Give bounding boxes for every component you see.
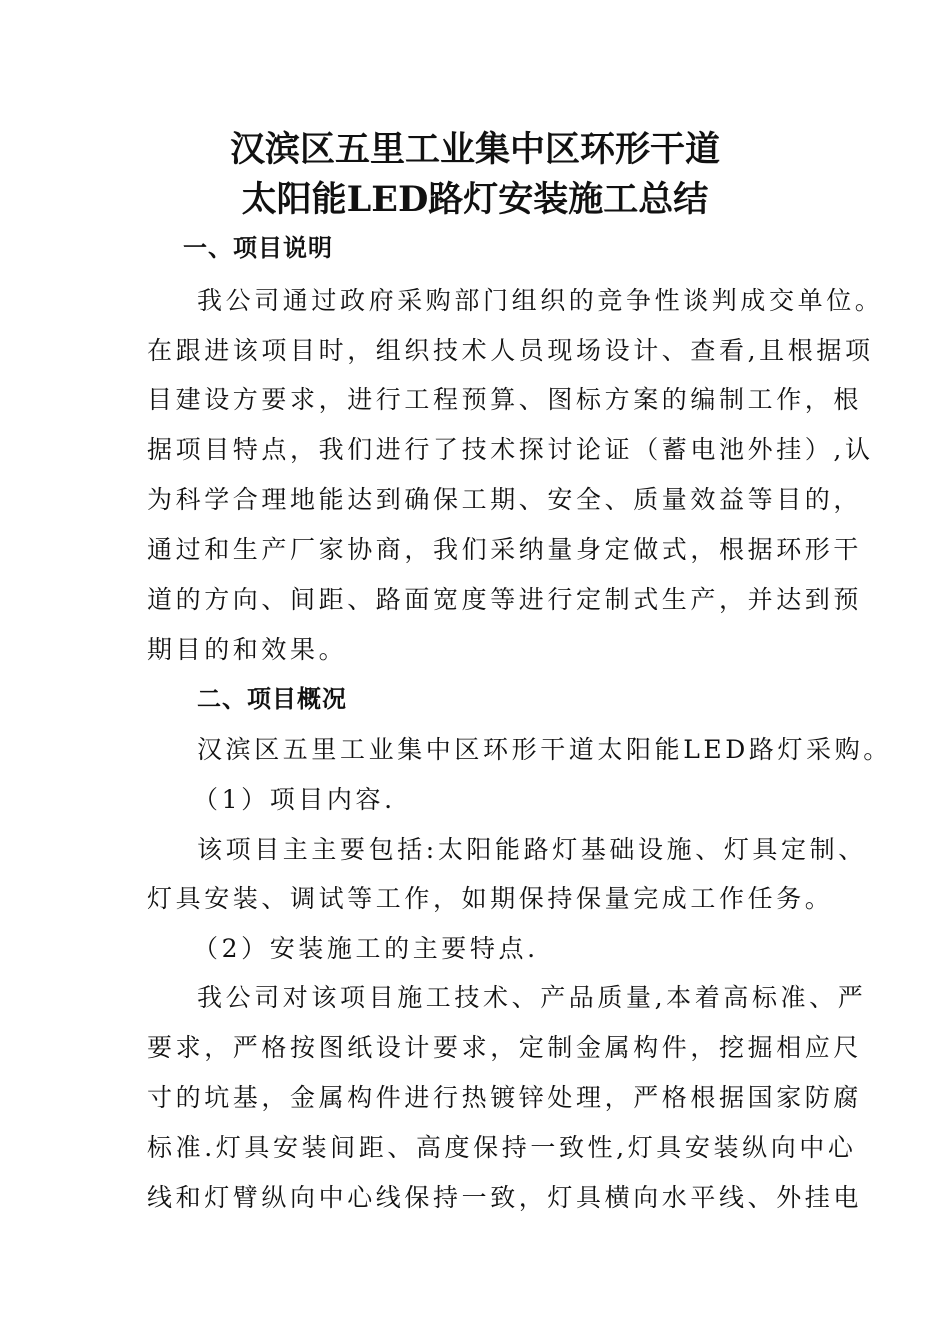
paragraph-line: 灯具安装、调试等工作，如期保持保量完成工作任务。	[147, 884, 834, 913]
paragraph-line: 目建设方要求，进行工程预算、图标方案的编制工作，根	[147, 385, 863, 414]
paragraph-line: 线和灯臂纵向中心线保持一致，灯具横向水平线、外挂电	[147, 1183, 863, 1212]
paragraph-line: 标准.灯具安装间距、高度保持一致性,灯具安装纵向中心	[147, 1133, 857, 1162]
document-title-line-2: 太阳能LED路灯安装施工总结	[241, 179, 709, 220]
paragraph-line: 据项目特点，我们进行了技术探讨论证（蓄电池外挂）,认	[147, 435, 874, 464]
paragraph-line: 寸的坑基，金属构件进行热镀锌处理，严格根据国家防腐	[147, 1083, 863, 1112]
paragraph-line: 要求，严格按图纸设计要求，定制金属构件，挖掘相应尺	[147, 1033, 863, 1062]
paragraph-line: 道的方向、间距、路面宽度等进行定制式生产，并达到预	[147, 585, 863, 614]
document-title-line-1: 汉滨区五里工业集中区环形干道	[229, 129, 720, 170]
paragraph-line: 为科学合理地能达到确保工期、安全、质量效益等目的，	[147, 485, 863, 514]
section-2-heading: 二、项目概况	[197, 685, 347, 713]
paragraph-line: 在跟进该项目时，组织技术人员现场设计、查看,且根据项	[147, 336, 874, 365]
paragraph-line: 通过和生产厂家协商，我们采纳量身定做式，根据环形干	[147, 535, 863, 564]
paragraph-line: 该项目主主要包括:太阳能路灯基础设施、灯具定制、	[197, 835, 867, 864]
section-1-heading: 一、项目说明	[183, 234, 333, 262]
paragraph-line: 我公司对该项目施工技术、产品质量,本着高标准、严	[197, 983, 867, 1012]
subsection-1-heading: （1）项目内容.	[193, 785, 396, 814]
paragraph-line: 汉滨区五里工业集中区环形干道太阳能LED路灯采购。	[197, 735, 892, 764]
paragraph-line: 期目的和效果。	[147, 635, 348, 664]
paragraph-line: 我公司通过政府采购部门组织的竞争性谈判成交单位。	[197, 286, 884, 315]
subsection-2-heading: （2）安装施工的主要特点.	[193, 934, 539, 963]
